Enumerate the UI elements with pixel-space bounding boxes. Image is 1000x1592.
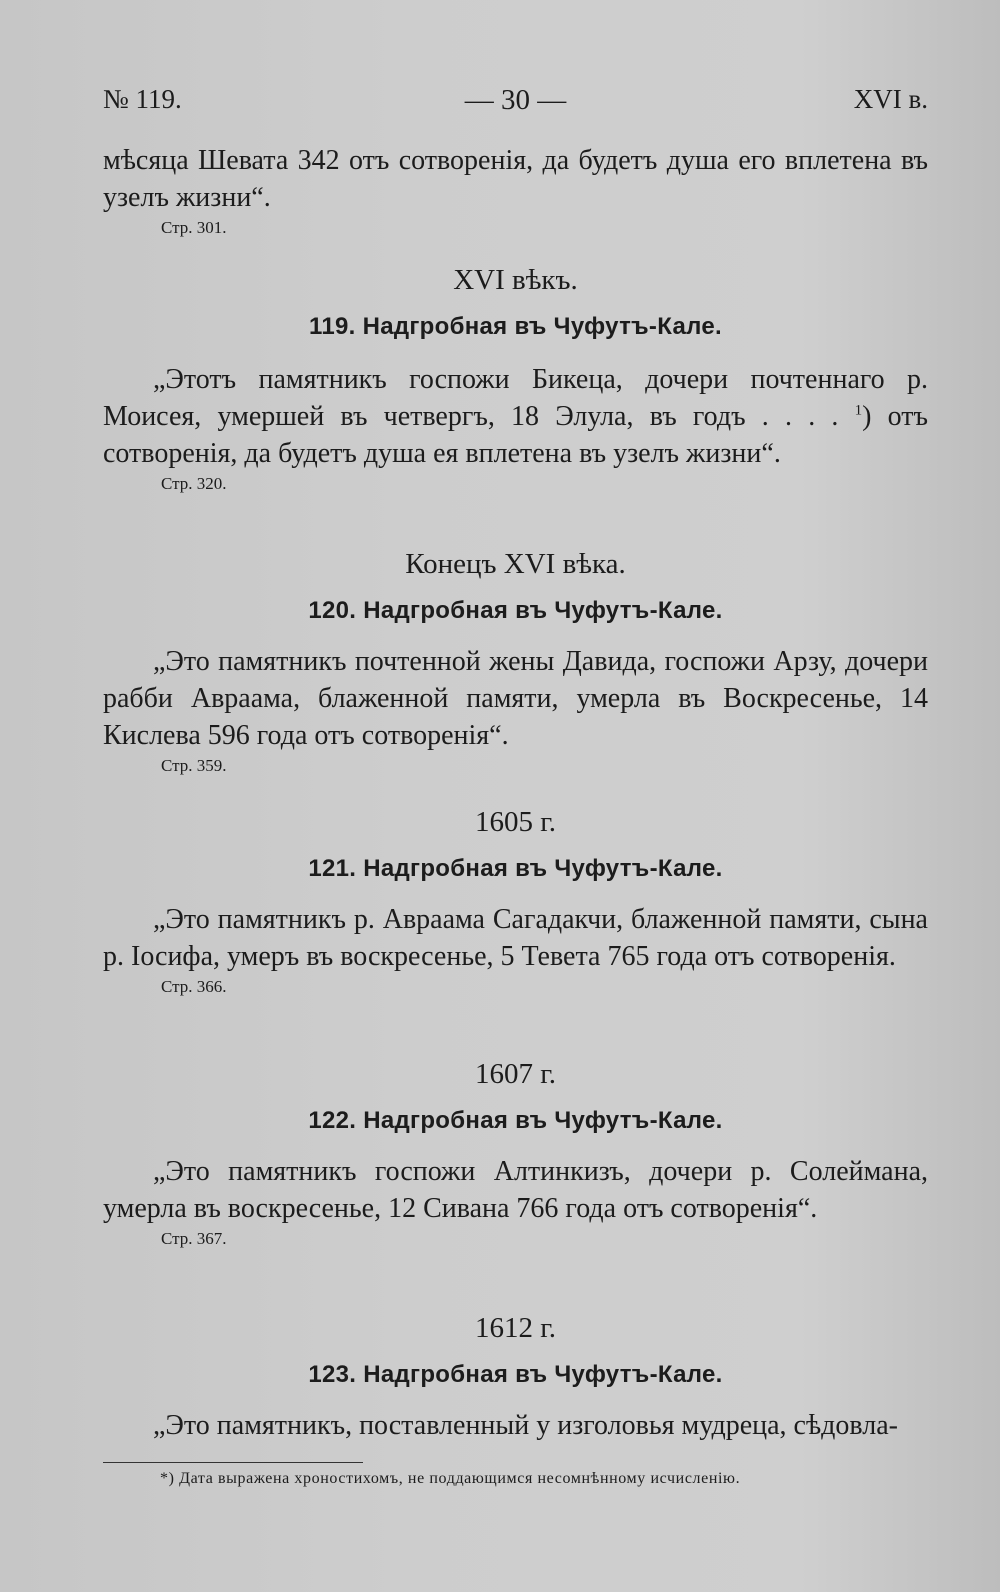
source-ref: Стр. 359.: [161, 756, 227, 775]
section-123: [103, 1312, 928, 1444]
period-title: 1612 г.: [474, 1312, 557, 1344]
inscription-text: [103, 361, 928, 472]
inscription-heading: 119. Надгробная въ Чуфутъ-Кале.: [309, 313, 722, 340]
inscription-text: „Это памятникъ почтенной жены Давида, госпожи Арзу, дочери рабби Авраама, блаженной памяти, умерла въ Воскресенье, 14 Кислева 596 года отъ сотворенія“.: [103, 646, 928, 751]
page-header: [103, 84, 928, 124]
section-119: [103, 264, 928, 494]
intro-block: [103, 142, 928, 238]
inscription-heading: 123. Надгробная въ Чуфутъ-Кале.: [308, 1361, 723, 1388]
inscription-heading: 122. Надгробная въ Чуфутъ-Кале.: [308, 1107, 723, 1134]
source-ref: Стр. 366.: [161, 977, 227, 996]
footnote: *) Дата выражена хроностихомъ, не поддающимся несомнѣнному исчисленію.: [160, 1470, 741, 1487]
source-ref: Стр. 320.: [161, 474, 227, 493]
intro-text: мѣсяца Шевата 342 отъ сотворенія, да будетъ душа его вплетена въ узелъ жизни“.: [103, 145, 928, 213]
period-title: 1605 г.: [474, 806, 557, 838]
entry-number: № 119.: [103, 84, 182, 114]
source-ref: Стр. 367.: [161, 1229, 227, 1248]
section-122: [103, 1058, 928, 1249]
inscription-text: „Это памятникъ, поставленный у изголовья мудреца, сѣдовла-: [153, 1410, 899, 1441]
period-title: XVI вѣкъ.: [453, 264, 578, 296]
footnote-mark: 1: [854, 402, 863, 419]
inscription-heading: 121. Надгробная въ Чуфутъ-Кале.: [308, 855, 723, 882]
inscription-text: „Это памятникъ госпожи Алтинкизъ, дочери р. Солеймана, умерла въ воскресенье, 12 Сивана 766 года отъ сотворенія“.: [103, 1156, 928, 1224]
period-title: 1607 г.: [474, 1058, 557, 1090]
section-121: [103, 806, 928, 997]
page-number: — 30 —: [464, 84, 567, 116]
period-title: Конецъ XVI вѣка.: [405, 548, 626, 580]
inscription-text: „Это памятникъ р. Авраама Сагадакчи, блаженной памяти, сына р. Іосифа, умеръ въ воскресенье, 5 Тевета 765 года отъ сотворенія.: [103, 904, 928, 972]
source-ref: Стр. 301.: [161, 218, 227, 237]
inscription-text-part2: ) отъ сотворенія, да будетъ душа ея вплетена въ узелъ жизни“.: [103, 401, 929, 469]
century-label: XVI в.: [853, 84, 928, 114]
section-120: [103, 548, 928, 776]
inscription-heading: 120. Надгробная въ Чуфутъ-Кале.: [308, 597, 723, 624]
inscription-text-part1: „Этотъ памятникъ госпожи Бикеца, дочери почтеннаго р. Моисея, умершей въ четвергъ, 18 Элула, въ годъ . . . .: [103, 364, 928, 432]
footnote-divider: [103, 1462, 363, 1463]
